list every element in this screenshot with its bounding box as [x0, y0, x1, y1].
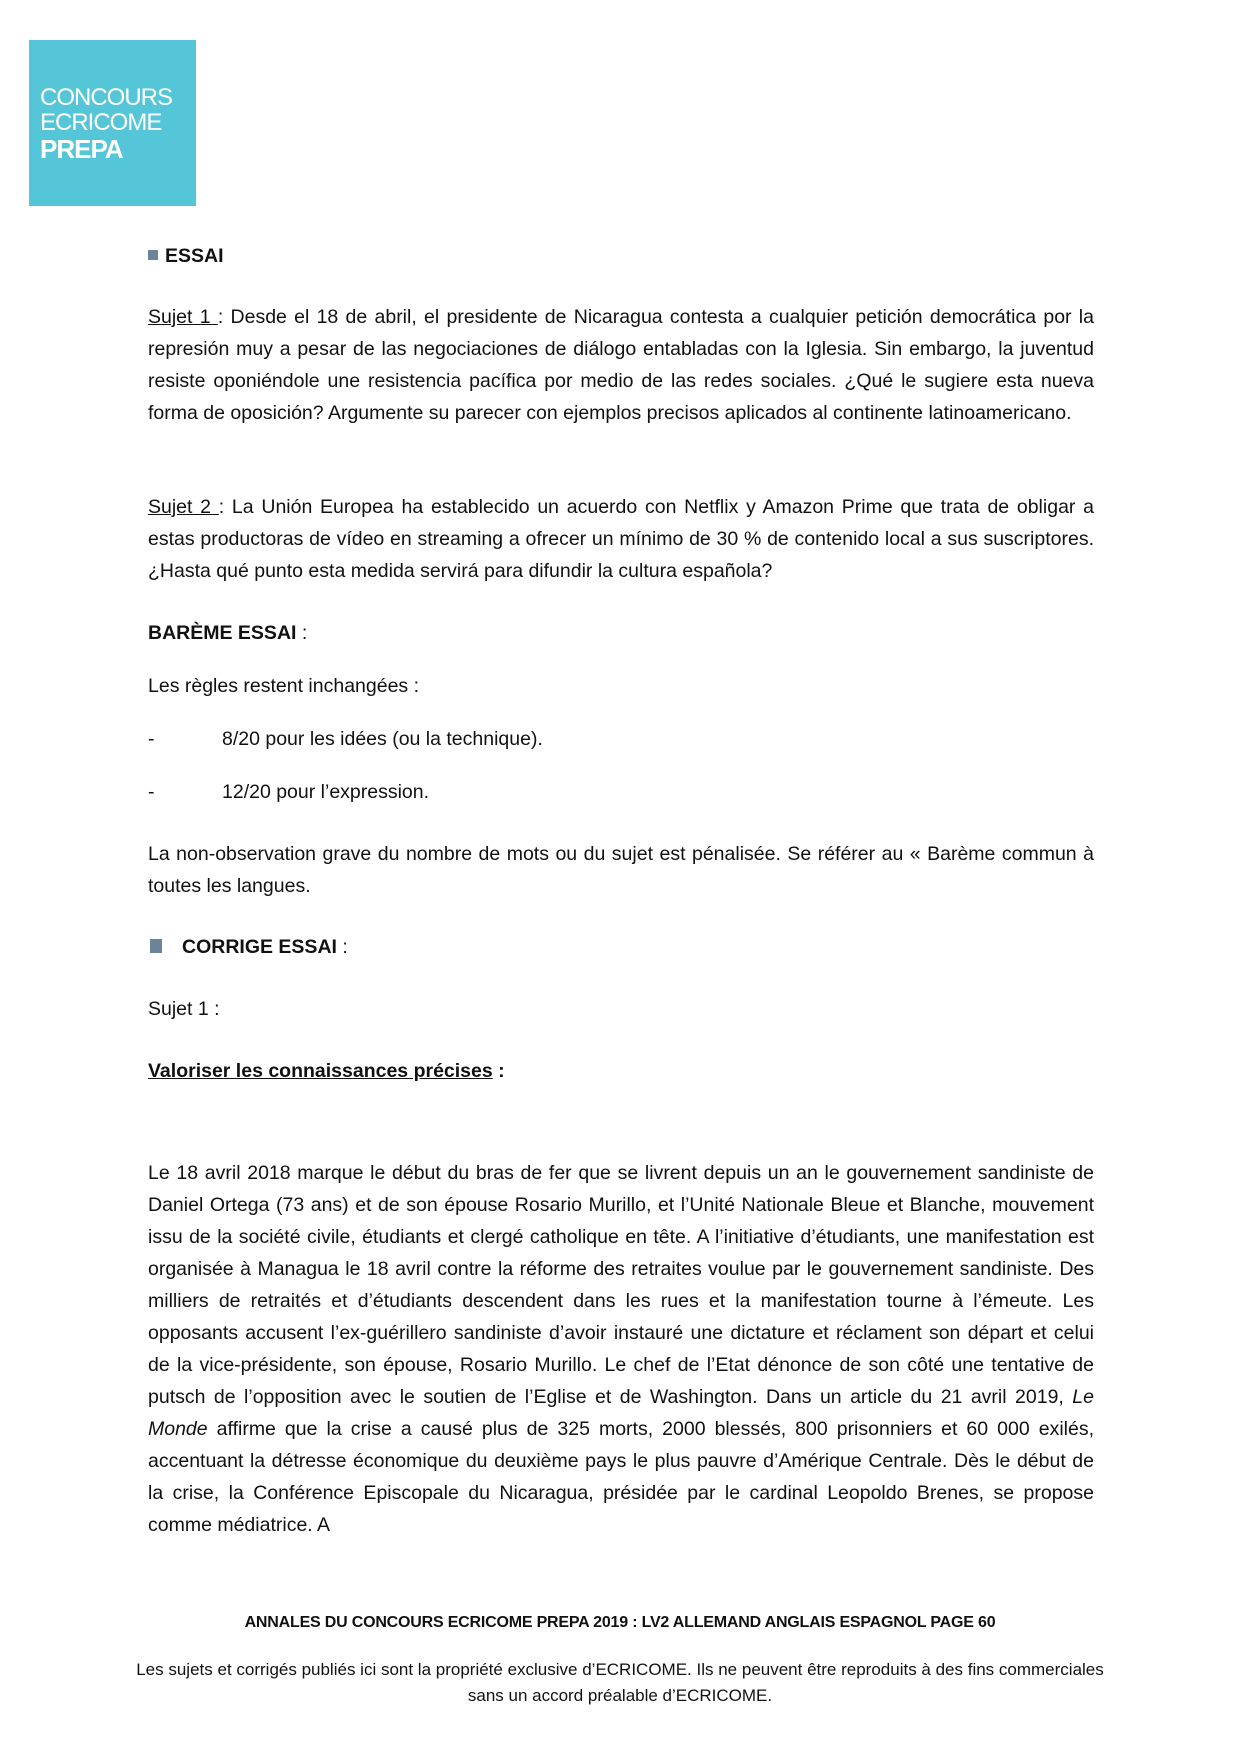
section-title-essai: ESSAI	[165, 245, 224, 267]
bareme-heading	[148, 617, 1094, 649]
corrige-heading-text: Valoriser les connaissances précises	[148, 1060, 493, 1082]
subject-2-label: Sujet 2	[148, 496, 219, 518]
subject-2-text: : La Unión Europea ha establecido un acuerdo con Netflix y Amazon Prime que trata de obligar a estas productoras de vídeo en streaming a ofrecer un mínimo de 30 % de contenido local a sus suscriptores. ¿Hasta qué punto esta medida servirá para difundir la cultura española?	[148, 496, 1094, 582]
bullet-square-icon	[148, 250, 158, 260]
bareme-title: BARÈME ESSAI	[148, 622, 297, 644]
logo-line-prepa: PREPA	[40, 134, 123, 164]
subject-1	[148, 301, 1094, 429]
bareme-item	[148, 723, 543, 755]
ecricome-logo	[29, 40, 196, 206]
corrige-paragraph-part2: affirme que la crise a causé plus de 325 morts, 2000 blessés, 800 prisonniers et 60 000 exilés, accentuant la détresse économique du deuxième pays le plus pauvre d’Amérique Centrale. Dès le début de la crise, la Conférence Episcopale du Nicaragua, présidée par le cardinal Leopoldo Brenes, se propose comme médiatrice. A	[148, 1418, 1094, 1536]
corrige-paragraph-newspaper: Le Monde	[148, 1386, 1094, 1440]
corrige-heading-colon: :	[492, 1060, 505, 1082]
corrige-paragraph-part1: Le 18 avril 2018 marque le début du bras de fer que se livrent depuis un an le gouvernement sandiniste de Daniel Ortega (73 ans) et de son épouse Rosario Murillo, et l’Unité Nationale Bleue et Blanche, mouvement issu de la société civile, étudiants et clergé catholique en tête. A l’initiative d’étudiants, une manifestation est organisée à Managua le 18 avril contre la réforme des retraites voulue par le gouvernement sandiniste. Des milliers de retraités et d’étudiants descendent dans les rues et la manifestation tourne à l’émeute. Les opposants accusent l’ex-guérillero sandiniste d’avoir instauré une dictature et réclament son départ et celui de la vice-présidente, son épouse, Rosario Murillo. Le chef de l’Etat dénonce de son côté une tentative de putsch de l’opposition avec le soutien de l’Eglise et de Washington. Dans un article du 21 avril 2019,	[148, 1162, 1094, 1408]
bareme-item-dash: -	[148, 728, 155, 750]
corrige-heading	[148, 1055, 1094, 1087]
section-title-corrige: CORRIGE ESSAI	[182, 936, 337, 958]
section-heading-essai	[148, 240, 224, 272]
corrige-paragraph	[148, 1157, 1094, 1541]
section-colon-corrige: :	[336, 936, 348, 958]
bareme-item-dash: -	[148, 781, 155, 803]
bullet-square-icon	[150, 939, 162, 953]
subject-1-text: : Desde el 18 de abril, el presidente de Nicaragua contesta a cualquier petición democrática por la represión muy a pesar de las negociaciones de diálogo entabladas con la Iglesia. Sin embargo, la juventud resiste oponiéndole une resistencia pacífica por medio de las redes sociales. ¿Qué le sugiere esta nueva forma de oposición? Argumente su parecer con ejemplos precisos aplicados al continente latinoamericano.	[148, 306, 1094, 424]
bareme-note: La non-observation grave du nombre de mots ou du sujet est pénalisée. Se référer au « Barème commun à toutes les langues.	[148, 843, 1094, 897]
section-heading-corrige	[150, 931, 348, 963]
subject-2	[148, 491, 1094, 587]
subject-1-label: Sujet 1	[148, 306, 218, 328]
footer-title: ANNALES DU CONCOURS ECRICOME PREPA 2019 : LV2 ALLEMAND ANGLAIS ESPAGNOL PAGE 60	[244, 1614, 996, 1631]
corrige-subject: Sujet 1 :	[148, 998, 220, 1020]
footer-note: Les sujets et corrigés publiés ici sont la propriété exclusive d’ECRICOME. Ils ne peuvent être reproduits à des fins commerciales sans un accord préalable d’ECRICOME.	[136, 1660, 1104, 1705]
bareme-item-text: 8/20 pour les idées (ou la technique).	[222, 728, 543, 750]
bareme-intro: Les règles restent inchangées :	[148, 675, 420, 697]
bareme-item-text: 12/20 pour l’expression.	[222, 781, 430, 803]
bareme-item	[148, 776, 429, 808]
logo-line-ecricome: ECRICOME	[40, 109, 162, 136]
bareme-colon: :	[296, 622, 308, 644]
logo-line-concours: CONCOURS	[40, 84, 173, 111]
